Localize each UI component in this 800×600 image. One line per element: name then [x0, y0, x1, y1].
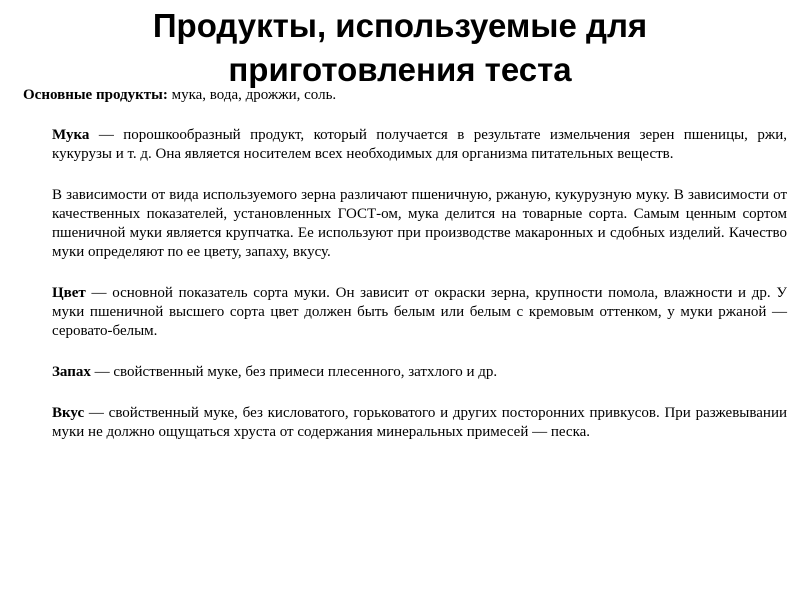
paragraph-color-text: — основной показатель сорта муки. Он зависит от окраски зерна, крупности помола, влажности и др. У муки пшеничной высшего сорта цвет должен быть белым или белым с кремовым оттенком, у муки ржаной — серовато-белым.	[52, 285, 787, 339]
intro-text: мука, вода, дрожжи, соль.	[167, 87, 337, 103]
paragraph-flour	[52, 126, 787, 164]
term-color: Цвет	[52, 285, 86, 301]
paragraph-color	[52, 284, 787, 341]
slide-body	[52, 126, 787, 464]
term-smell: Запах	[52, 364, 91, 380]
paragraph-flour-text: — порошкообразный продукт, который получается в результате измельчения зерен пшеницы, ржи, кукурузы и т. д. Она является носителем всех необходимых для организма питательных веществ.	[52, 127, 787, 162]
paragraph-grain-types-text: В зависимости от вида используемого зерна различают пшеничную, ржаную, кукурузную муку. В зависимости от качественных показателей, установленных ГОСТ-ом, мука делится на товарные сорта. Самым ценным сортом пшеничной муки является крупчатка. Ее используют при производстве макаронных и сдобных изделий. Качество муки определяют по ее цвету, запаху, вкусу.	[52, 187, 787, 260]
intro-line	[23, 86, 336, 105]
term-flour: Мука	[52, 127, 90, 143]
paragraph-smell	[52, 363, 787, 382]
paragraph-smell-text: — свойственный муке, без примеси плесенного, затхлого и др.	[90, 364, 498, 380]
paragraph-taste	[52, 404, 787, 442]
slide-title: Продукты, используемые для приготовления теста	[152, 7, 648, 88]
paragraph-grain-types	[52, 186, 787, 262]
paragraph-taste-text: — свойственный муке, без кисловатого, горьковатого и других посторонних привкусов. При разжевывании муки не должно ощущаться хруста от содержания минеральных примесей — песка.	[52, 405, 787, 440]
intro-label: Основные продукты:	[23, 87, 168, 103]
term-taste: Вкус	[52, 405, 85, 421]
